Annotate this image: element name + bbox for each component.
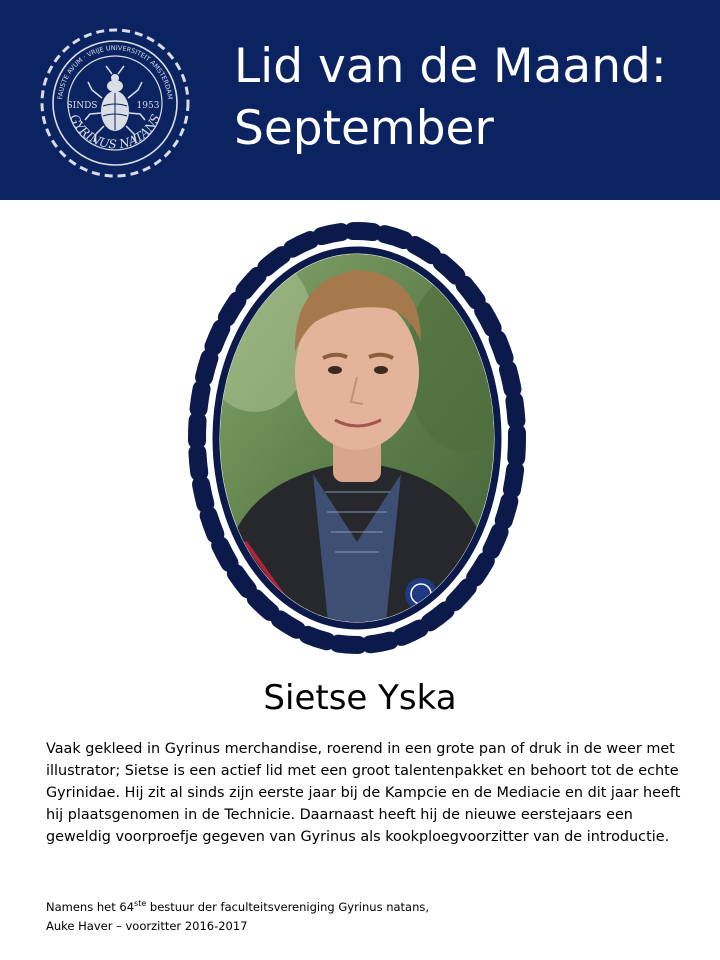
footer-line-1-suffix: bestuur der faculteitsvereniging Gyrinus natans,	[146, 899, 430, 914]
page-title	[234, 36, 714, 160]
member-portrait-photo	[185, 212, 530, 664]
title-line-2: September	[234, 101, 494, 156]
footer-line-2: Auke Haver – voorzitter 2016-2017	[46, 918, 248, 933]
seal-text-bottom: GYRINUS NATANS	[66, 112, 163, 152]
seal-text-right: 1953	[136, 101, 160, 111]
header-banner	[0, 0, 720, 200]
footer-line-1-sup: ste	[134, 899, 147, 908]
footer-line-1-prefix: Namens het 64	[46, 899, 135, 914]
seal-text-top: FAUSTE AVUM · VRIJE UNIVERSITEIT AMSTERDAM	[56, 43, 174, 100]
seal-text-left: SINDS	[66, 101, 98, 111]
member-description: Vaak gekleed in Gyrinus merchandise, roerend in een grote pan of druk in de weer met illustrator; Sietse is een actief lid met een groot talentenpakket en behoort tot de echte Gyrinidae. Hij zit al sinds zijn eerste jaar bij de Kampcie en de Mediacie en dit jaar heeft hij plaatsgenomen in de Technicie. Daarnaast heeft hij de nieuwe eerstejaars een geweldig voorproefje gegeven van Gyrinus als kookploegvoorzitter van de introductie.	[46, 741, 681, 845]
beetle-seal-icon	[40, 28, 190, 178]
portrait-frame	[185, 212, 530, 664]
footer-signature	[46, 894, 686, 936]
footer-line-1	[46, 894, 686, 917]
member-name: Sietse Yska	[263, 678, 457, 718]
title-line-1: Lid van de Maand:	[234, 39, 667, 94]
